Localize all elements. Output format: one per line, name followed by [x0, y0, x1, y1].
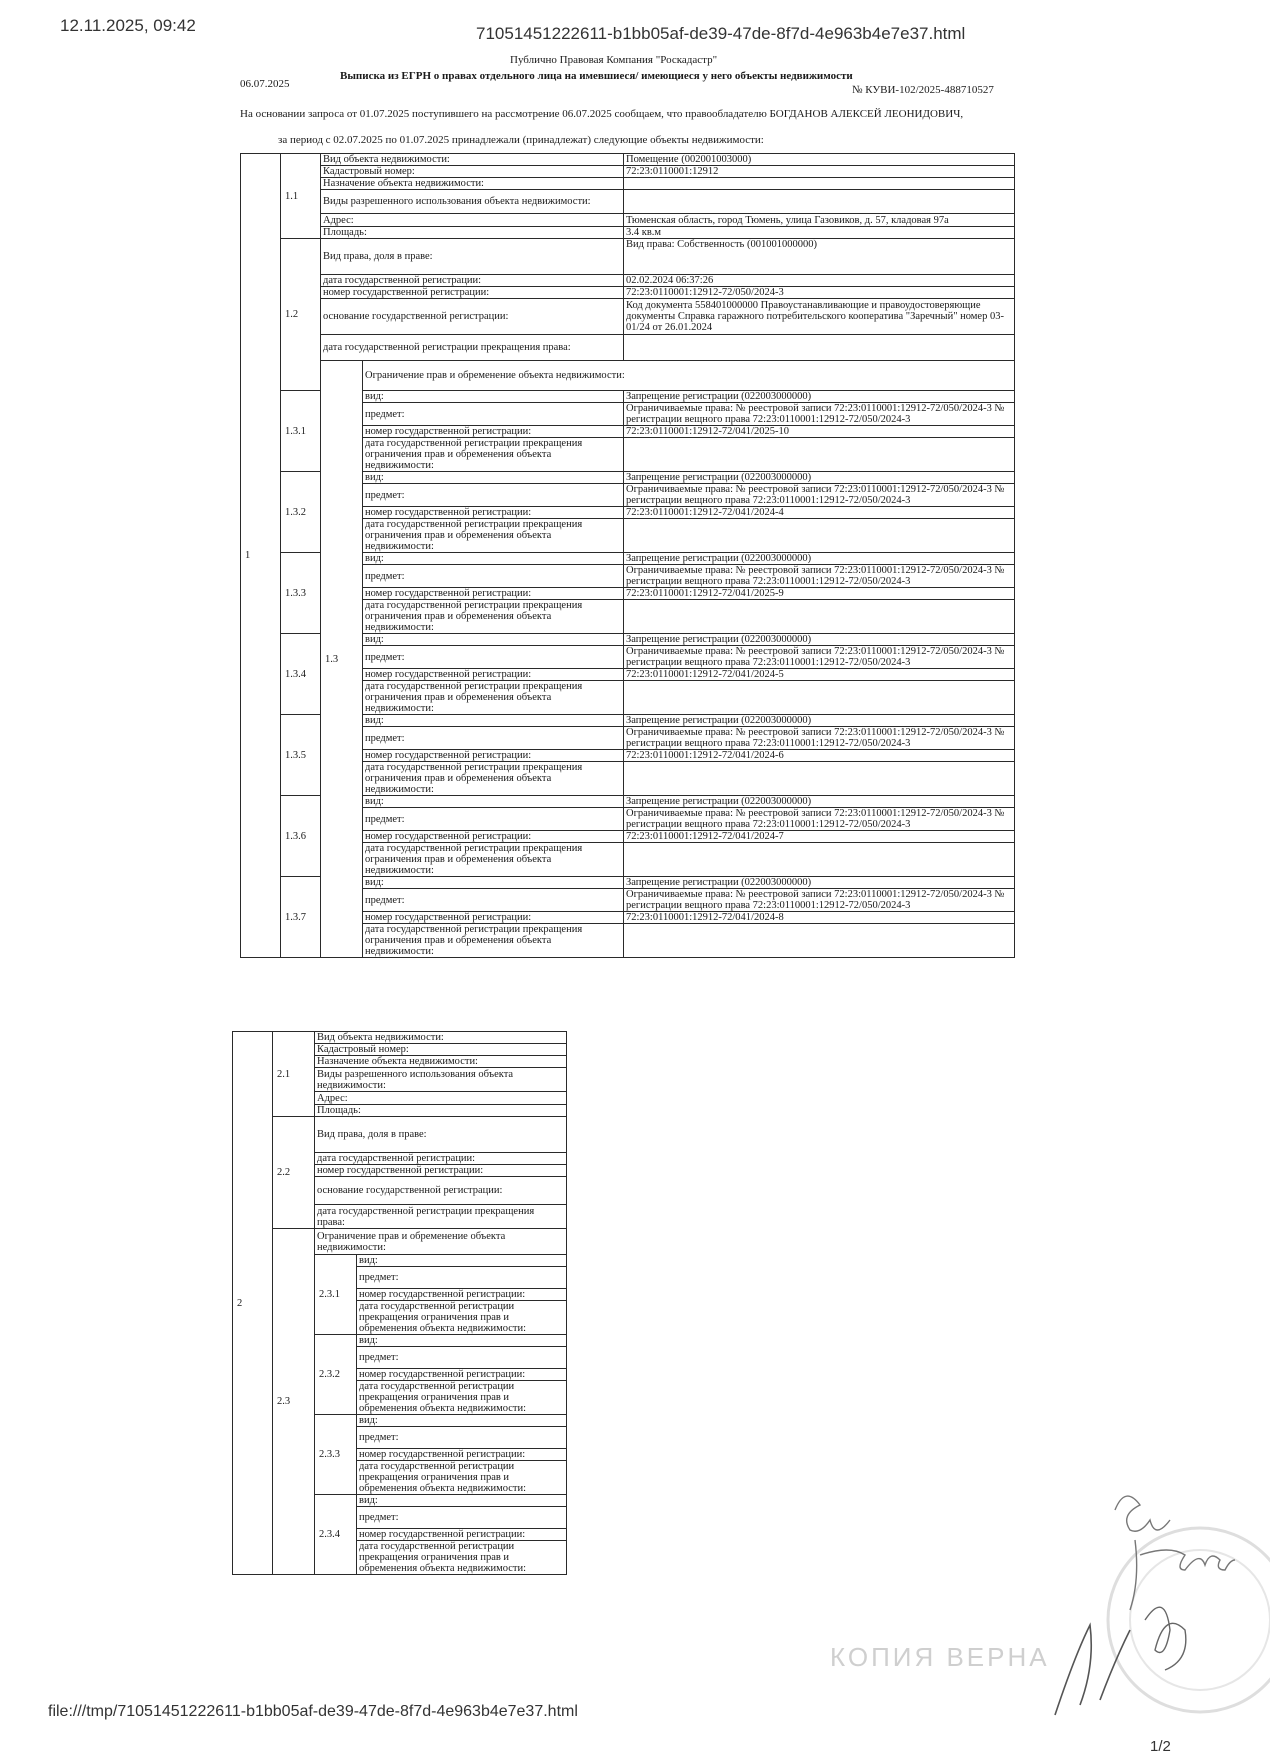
object-number: 2: [233, 1032, 273, 1575]
reg-basis-label: основание государственной регистрации:: [321, 299, 624, 335]
table-row: [233, 1117, 567, 1153]
encumbrance-kind-label: вид:: [357, 1255, 567, 1267]
reg-basis-label: основание государственной регистрации:: [315, 1177, 567, 1205]
purpose-label: Назначение объекта недвижимости:: [315, 1056, 567, 1068]
encumbrance-kind-label: вид:: [363, 391, 624, 403]
encumbrance-kind-label: вид:: [357, 1495, 567, 1507]
encumbrance-subject-label: предмет:: [357, 1267, 567, 1289]
encumbrance-subject-value: Ограничиваемые права: № реестровой записи 72:23:0110001:12912-72/050/2024-3 № регистрации вещного права 72:23:0110001:12912-72/050/2024-3: [624, 889, 1015, 912]
print-document-title: 71051451222611-b1bb05af-de39-47de-8f7d-4e963b4e7e37.html: [476, 24, 966, 43]
signature-stroke-3: [1145, 1607, 1186, 1670]
address-label: Адрес:: [315, 1092, 567, 1105]
cadastral-label: Кадастровый номер:: [321, 166, 624, 178]
reg-number-label: номер государственной регистрации:: [315, 1165, 567, 1177]
permitted-use-value: [624, 190, 1015, 214]
page-number: 1/2: [1150, 1738, 1171, 1755]
section-number: 1.2: [281, 239, 321, 391]
encumbrance-reg_number-value: 72:23:0110001:12912-72/041/2024-7: [624, 831, 1015, 843]
encumbrance-reg_number-value: 72:23:0110001:12912-72/041/2025-10: [624, 426, 1015, 438]
encumbrance-end-label: дата государственной регистрации прекращения ограничения прав и обременения объекта недвижимости:: [357, 1461, 567, 1495]
right-type-label: Вид права, доля в праве:: [321, 239, 624, 275]
encumbrance-subject-label: предмет:: [363, 808, 624, 831]
encumbrance-reg_number-value: 72:23:0110001:12912-72/041/2024-5: [624, 669, 1015, 681]
table-row: [241, 287, 1015, 299]
encumbrance-kind-label: вид:: [363, 877, 624, 889]
copy-certified-stamp: КОПИЯ ВЕРНА: [830, 1642, 1050, 1672]
encumbrance-reg_number-value: 72:23:0110001:12912-72/041/2024-4: [624, 507, 1015, 519]
encumbrance-reg_number-label: номер государственной регистрации:: [363, 588, 624, 600]
encumbrance-reg_number-label: номер государственной регистрации:: [363, 912, 624, 924]
encumbrance-subject-label: предмет:: [357, 1347, 567, 1369]
object-2-table: [232, 1031, 567, 1575]
section-number: 2.3: [273, 1229, 315, 1575]
restrictions-label: Ограничение прав и обременение объекта недвижимости:: [315, 1229, 567, 1255]
encumbrance-number: 1.3.4: [281, 634, 321, 715]
table-row: [241, 299, 1015, 335]
encumbrance-kind-value: Запрещение регистрации (022003000000): [624, 796, 1015, 808]
table-row: [241, 190, 1015, 214]
table-row: [241, 214, 1015, 227]
encumbrance-end-value: [624, 762, 1015, 796]
section-number: 1.3: [321, 361, 363, 958]
encumbrance-reg_number-label: номер государственной регистрации:: [357, 1449, 567, 1461]
encumbrance-reg_number-label: номер государственной регистрации:: [357, 1529, 567, 1541]
object-type-value: Помещение (002001003000): [624, 154, 1015, 166]
section-number: 2.2: [273, 1117, 315, 1229]
encumbrance-reg_number-value: 72:23:0110001:12912-72/041/2024-8: [624, 912, 1015, 924]
encumbrance-end-value: [624, 843, 1015, 877]
table-row: [241, 154, 1015, 166]
encumbrance-number: 2.3.3: [315, 1415, 357, 1495]
encumbrance-subject-label: предмет:: [363, 484, 624, 507]
address-value: Тюменская область, город Тюмень, улица Газовиков, д. 57, кладовая 97а: [624, 214, 1015, 227]
extract-title: Выписка из ЕГРН о правах отдельного лица на имевшиеся/ имеющиеся у него объекты недвижимости: [340, 70, 853, 82]
encumbrance-reg_number-value: 72:23:0110001:12912-72/041/2024-6: [624, 750, 1015, 762]
encumbrance-number: 2.3.4: [315, 1495, 357, 1575]
encumbrance-end-label: дата государственной регистрации прекращения ограничения прав и обременения объекта недвижимости:: [357, 1301, 567, 1335]
signature-stroke-4: [1055, 1625, 1130, 1715]
encumbrance-end-value: [624, 600, 1015, 634]
object-1-table: [240, 153, 1015, 958]
right-type-value: Вид права: Собственность (001001000000): [624, 239, 1015, 275]
section-number: 1.1: [281, 154, 321, 239]
encumbrance-end-label: дата государственной регистрации прекращения ограничения прав и обременения объекта недвижимости:: [363, 843, 624, 877]
encumbrance-end-label: дата государственной регистрации прекращения ограничения прав и обременения объекта недвижимости:: [357, 1381, 567, 1415]
restrictions-label: Ограничение прав и обременение объекта недвижимости:: [363, 361, 1015, 391]
area-label: Площадь:: [321, 227, 624, 239]
encumbrance-subject-label: предмет:: [357, 1427, 567, 1449]
encumbrance-number: 1.3.5: [281, 715, 321, 796]
encumbrance-number: 1.3.1: [281, 391, 321, 472]
encumbrance-number: 1.3.6: [281, 796, 321, 877]
encumbrance-end-label: дата государственной регистрации прекращения ограничения прав и обременения объекта недвижимости:: [363, 519, 624, 553]
encumbrance-subject-label: предмет:: [363, 889, 624, 912]
object-type-label: Вид объекта недвижимости:: [321, 154, 624, 166]
print-datetime: 12.11.2025, 09:42: [60, 16, 196, 35]
object-1-table-body: [241, 154, 1015, 958]
encumbrance-end-label: дата государственной регистрации прекращения ограничения прав и обременения объекта недвижимости:: [363, 924, 624, 958]
encumbrance-subject-label: предмет:: [363, 646, 624, 669]
reg-number-label: номер государственной регистрации:: [321, 287, 624, 299]
encumbrance-reg_number-label: номер государственной регистрации:: [357, 1289, 567, 1301]
encumbrance-kind-label: вид:: [357, 1335, 567, 1347]
encumbrance-end-label: дата государственной регистрации прекращения ограничения прав и обременения объекта недвижимости:: [363, 681, 624, 715]
stamp-icon: [1050, 1480, 1270, 1720]
table-row: [241, 335, 1015, 361]
encumbrance-kind-value: Запрещение регистрации (022003000000): [624, 877, 1015, 889]
encumbrance-subject-value: Ограничиваемые права: № реестровой записи 72:23:0110001:12912-72/050/2024-3 № регистрации вещного права 72:23:0110001:12912-72/050/2024-3: [624, 727, 1015, 750]
encumbrance-reg_number-label: номер государственной регистрации:: [363, 507, 624, 519]
area-value: 3.4 кв.м: [624, 227, 1015, 239]
encumbrance-end-value: [624, 438, 1015, 472]
section-number: 2.1: [273, 1032, 315, 1117]
signature-stroke-1: [1115, 1496, 1170, 1531]
encumbrance-reg_number-label: номер государственной регистрации:: [363, 750, 624, 762]
encumbrance-number: 1.3.2: [281, 472, 321, 553]
encumbrance-reg_number-value: 72:23:0110001:12912-72/041/2025-9: [624, 588, 1015, 600]
encumbrance-reg_number-label: номер государственной регистрации:: [363, 831, 624, 843]
table-row: [241, 166, 1015, 178]
encumbrance-subject-value: Ограничиваемые права: № реестровой записи 72:23:0110001:12912-72/050/2024-3 № регистрации вещного права 72:23:0110001:12912-72/050/2024-3: [624, 565, 1015, 588]
area-label: Площадь:: [315, 1105, 567, 1117]
encumbrance-kind-label: вид:: [363, 796, 624, 808]
cadastral-value: 72:23:0110001:12912: [624, 166, 1015, 178]
reg-basis-value: Код документа 558401000000 Правоустанавливающие и правоудостоверяющие документы Справка гаражного потребительского кооператива "Заречный" номер 03-01/24 от 26.01.2024: [624, 299, 1015, 335]
encumbrance-end-label: дата государственной регистрации прекращения ограничения прав и обременения объекта недвижимости:: [363, 762, 624, 796]
table-row: [241, 239, 1015, 275]
object-type-label: Вид объекта недвижимости:: [315, 1032, 567, 1044]
encumbrance-kind-label: вид:: [363, 553, 624, 565]
permitted-use-label: Виды разрешенного использования объекта недвижимости:: [315, 1068, 567, 1092]
encumbrance-kind-label: вид:: [363, 715, 624, 727]
encumbrance-subject-value: Ограничиваемые права: № реестровой записи 72:23:0110001:12912-72/050/2024-3 № регистрации вещного права 72:23:0110001:12912-72/050/2024-3: [624, 403, 1015, 426]
encumbrance-kind-value: Запрещение регистрации (022003000000): [624, 472, 1015, 484]
encumbrance-end-value: [624, 519, 1015, 553]
encumbrance-kind-label: вид:: [363, 634, 624, 646]
reg-date-value: 02.02.2024 06:37:26: [624, 275, 1015, 287]
encumbrance-subject-value: Ограничиваемые права: № реестровой записи 72:23:0110001:12912-72/050/2024-3 № регистрации вещного права 72:23:0110001:12912-72/050/2024-3: [624, 484, 1015, 507]
encumbrance-subject-value: Ограничиваемые права: № реестровой записи 72:23:0110001:12912-72/050/2024-3 № регистрации вещного права 72:23:0110001:12912-72/050/2024-3: [624, 808, 1015, 831]
encumbrance-reg_number-label: номер государственной регистрации:: [357, 1369, 567, 1381]
extract-date: 06.07.2025: [240, 78, 290, 90]
table-row: [233, 1032, 567, 1044]
encumbrance-subject-label: предмет:: [357, 1507, 567, 1529]
reg-date-label: дата государственной регистрации:: [315, 1153, 567, 1165]
purpose-value: [624, 178, 1015, 190]
reg-number-value: 72:23:0110001:12912-72/050/2024-3: [624, 287, 1015, 299]
object-number: 1: [241, 154, 281, 958]
encumbrance-kind-label: вид:: [357, 1415, 567, 1427]
encumbrance-reg_number-label: номер государственной регистрации:: [363, 426, 624, 438]
purpose-label: Назначение объекта недвижимости:: [321, 178, 624, 190]
address-label: Адрес:: [321, 214, 624, 227]
object-2-table-body: [233, 1032, 567, 1575]
encumbrance-end-label: дата государственной регистрации прекращения ограничения прав и обременения объекта недвижимости:: [363, 438, 624, 472]
encumbrance-subject-label: предмет:: [363, 565, 624, 588]
period-statement: за период с 02.07.2025 по 01.07.2025 принадлежали (принадлежат) следующие объекты недвижимости:: [278, 134, 764, 146]
encumbrance-number: 1.3.3: [281, 553, 321, 634]
encumbrance-end-label: дата государственной регистрации прекращения ограничения прав и обременения объекта недвижимости:: [363, 600, 624, 634]
print-url: file:///tmp/71051451222611-b1bb05af-de39-47de-8f7d-4e963b4e7e37.html: [48, 1703, 578, 1720]
table-row: [233, 1229, 567, 1255]
extract-number: № КУВИ-102/2025-488710527: [852, 84, 994, 96]
table-row: [241, 227, 1015, 239]
encumbrance-subject-label: предмет:: [363, 403, 624, 426]
encumbrance-reg_number-label: номер государственной регистрации:: [363, 669, 624, 681]
encumbrance-subject-value: Ограничиваемые права: № реестровой записи 72:23:0110001:12912-72/050/2024-3 № регистрации вещного права 72:23:0110001:12912-72/050/2024-3: [624, 646, 1015, 669]
encumbrance-kind-value: Запрещение регистрации (022003000000): [624, 391, 1015, 403]
table-row: [241, 361, 1015, 391]
encumbrance-kind-value: Запрещение регистрации (022003000000): [624, 715, 1015, 727]
table-row: [241, 275, 1015, 287]
encumbrance-kind-value: Запрещение регистрации (022003000000): [624, 634, 1015, 646]
encumbrance-end-value: [624, 681, 1015, 715]
table-row: [241, 178, 1015, 190]
reg-end-date-value: [624, 335, 1015, 361]
encumbrance-number: 2.3.1: [315, 1255, 357, 1335]
intro-paragraph: На основании запроса от 01.07.2025 поступившего на рассмотрение 06.07.2025 сообщаем, что правообладателю БОГДАНОВ АЛЕКСЕЙ ЛЕОНИДОВИЧ,: [240, 108, 964, 120]
encumbrance-subject-label: предмет:: [363, 727, 624, 750]
reg-end-date-label: дата государственной регистрации прекращения права:: [321, 335, 624, 361]
encumbrance-number: 1.3.7: [281, 877, 321, 958]
encumbrance-end-value: [624, 924, 1015, 958]
encumbrance-kind-value: Запрещение регистрации (022003000000): [624, 553, 1015, 565]
encumbrance-number: 2.3.2: [315, 1335, 357, 1415]
cadastral-label: Кадастровый номер:: [315, 1044, 567, 1056]
encumbrance-end-label: дата государственной регистрации прекращения ограничения прав и обременения объекта недвижимости:: [357, 1541, 567, 1575]
permitted-use-label: Виды разрешенного использования объекта недвижимости:: [321, 190, 624, 214]
encumbrance-kind-label: вид:: [363, 472, 624, 484]
organization-name: Публично Правовая Компания "Роскадастр": [510, 54, 718, 66]
reg-date-label: дата государственной регистрации:: [321, 275, 624, 287]
right-type-label: Вид права, доля в праве:: [315, 1117, 567, 1153]
reg-end-date-label: дата государственной регистрации прекращения права:: [315, 1205, 567, 1229]
